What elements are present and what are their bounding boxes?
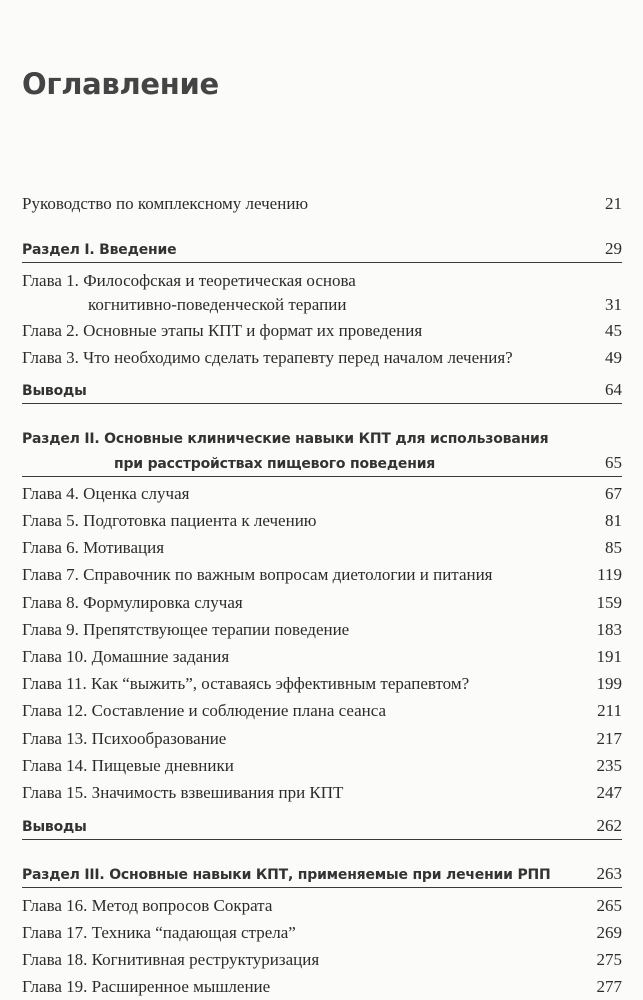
toc-chapter-3[interactable] [22,345,622,371]
toc-page-number: 29 [605,239,622,258]
toc-entry-intro[interactable] [22,191,622,217]
toc-chapter-title: Глава 5. Подготовка пациента к лечению [22,511,317,530]
toc-page-number: 65 [605,453,622,472]
toc-page-number: 247 [596,783,622,802]
toc-page-number: 211 [597,701,622,720]
toc-page-number: 235 [596,756,622,775]
toc-chapter-title: Глава 13. Психообразование [22,729,227,748]
toc-chapter-17[interactable] [22,920,622,946]
toc-chapter-6[interactable] [22,535,622,561]
toc-chapter-title: Глава 12. Составление и соблюдение плана сеанса [22,701,387,720]
toc-page-number: 21 [605,194,622,213]
toc-page-number: 265 [596,896,622,915]
toc-section-1[interactable] [22,236,622,263]
toc-chapter-10[interactable] [22,644,622,670]
toc-section-title: Раздел III. Основные навыки КПТ, применяемые при лечении РПП [22,867,551,883]
toc-chapter-title: Глава 19. Расширенное мышление [22,977,271,996]
toc-page-number: 217 [596,729,622,748]
toc-entry-title: Руководство по комплексному лечению [22,194,309,213]
toc-section-3[interactable] [22,861,622,888]
toc-chapter-8[interactable] [22,590,622,616]
toc-chapter-title: Глава 18. Когнитивная реструктуризация [22,950,320,969]
toc-chapter-title: Глава 4. Оценка случая [22,484,190,503]
toc-page-number: 263 [596,864,622,883]
toc-chapter-18[interactable] [22,947,622,973]
toc-chapter-title: Глава 11. Как “выжить”, оставаясь эффективным терапевтом? [22,674,470,693]
toc-chapter-12[interactable] [22,698,622,724]
toc-conclusions-title: Выводы [22,383,87,399]
toc-page-number: 81 [605,511,622,530]
toc-section-2-continued[interactable] [22,450,622,477]
toc-chapter-1[interactable] [22,268,622,294]
toc-chapter-14[interactable] [22,753,622,779]
toc-page-number: 159 [596,593,622,612]
toc-section-2[interactable] [22,426,622,452]
toc-chapter-title: Глава 16. Метод вопросов Сократа [22,896,273,915]
toc-chapter-title: Глава 14. Пищевые дневники [22,756,234,775]
toc-chapter-title: Глава 9. Препятствующее терапии поведение [22,620,350,639]
toc-page-number: 64 [605,380,622,399]
toc-conclusions-2[interactable] [22,813,622,840]
page-title: Оглавление [22,67,219,101]
toc-chapter-2[interactable] [22,318,622,344]
toc-page-number: 275 [596,950,622,969]
toc-chapter-11[interactable] [22,671,622,697]
toc-page-number: 277 [596,977,622,996]
toc-conclusions-title: Выводы [22,819,87,835]
toc-page-number: 269 [596,923,622,942]
toc-page-number: 119 [597,565,622,584]
toc-chapter-title: Глава 8. Формулировка случая [22,593,243,612]
toc-chapter-16[interactable] [22,893,622,919]
toc-chapter-4[interactable] [22,481,622,507]
toc-chapter-13[interactable] [22,726,622,752]
toc-page-number: 67 [605,484,622,503]
toc-chapter-title: Глава 7. Справочник по важным вопросам диетологии и питания [22,565,493,584]
toc-chapter-title: Философская и теоретическая основа [83,271,356,290]
toc-page-number: 49 [605,348,622,367]
toc-chapter-9[interactable] [22,617,622,643]
toc-page-number: 183 [596,620,622,639]
toc-page-number: 31 [605,295,622,314]
toc-chapter-title: Глава 15. Значимость взвешивания при КПТ [22,783,344,802]
toc-chapter-7[interactable] [22,562,622,588]
toc-chapter-title: Глава 3. Что необходимо сделать терапевту перед началом лечения? [22,348,513,367]
toc-chapter-title-cont: когнитивно-поведенческой терапии [88,295,347,314]
toc-section-title: Раздел II. Основные клинические навыки КПТ для использования [22,431,549,447]
toc-chapter-1-continued[interactable] [88,292,622,318]
toc-chapter-number: Глава 1. [22,271,79,290]
toc-page-number: 85 [605,538,622,557]
toc-page-number: 45 [605,321,622,340]
toc-chapter-15[interactable] [22,780,622,806]
toc-chapter-title: Глава 17. Техника “падающая стрела” [22,923,296,942]
toc-page-number: 191 [596,647,622,666]
toc-conclusions-1[interactable] [22,377,622,404]
toc-chapter-title: Глава 2. Основные этапы КПТ и формат их проведения [22,321,423,340]
toc-section-title-cont: при расстройствах пищевого поведения [114,456,436,472]
toc-chapter-title: Глава 6. Мотивация [22,538,165,557]
toc-section-title: Раздел I. Введение [22,242,177,258]
toc-page-number: 199 [596,674,622,693]
toc-chapter-title: Глава 10. Домашние задания [22,647,230,666]
toc-chapter-19[interactable] [22,974,622,1000]
toc-page-number: 262 [596,816,622,835]
toc-chapter-5[interactable] [22,508,622,534]
